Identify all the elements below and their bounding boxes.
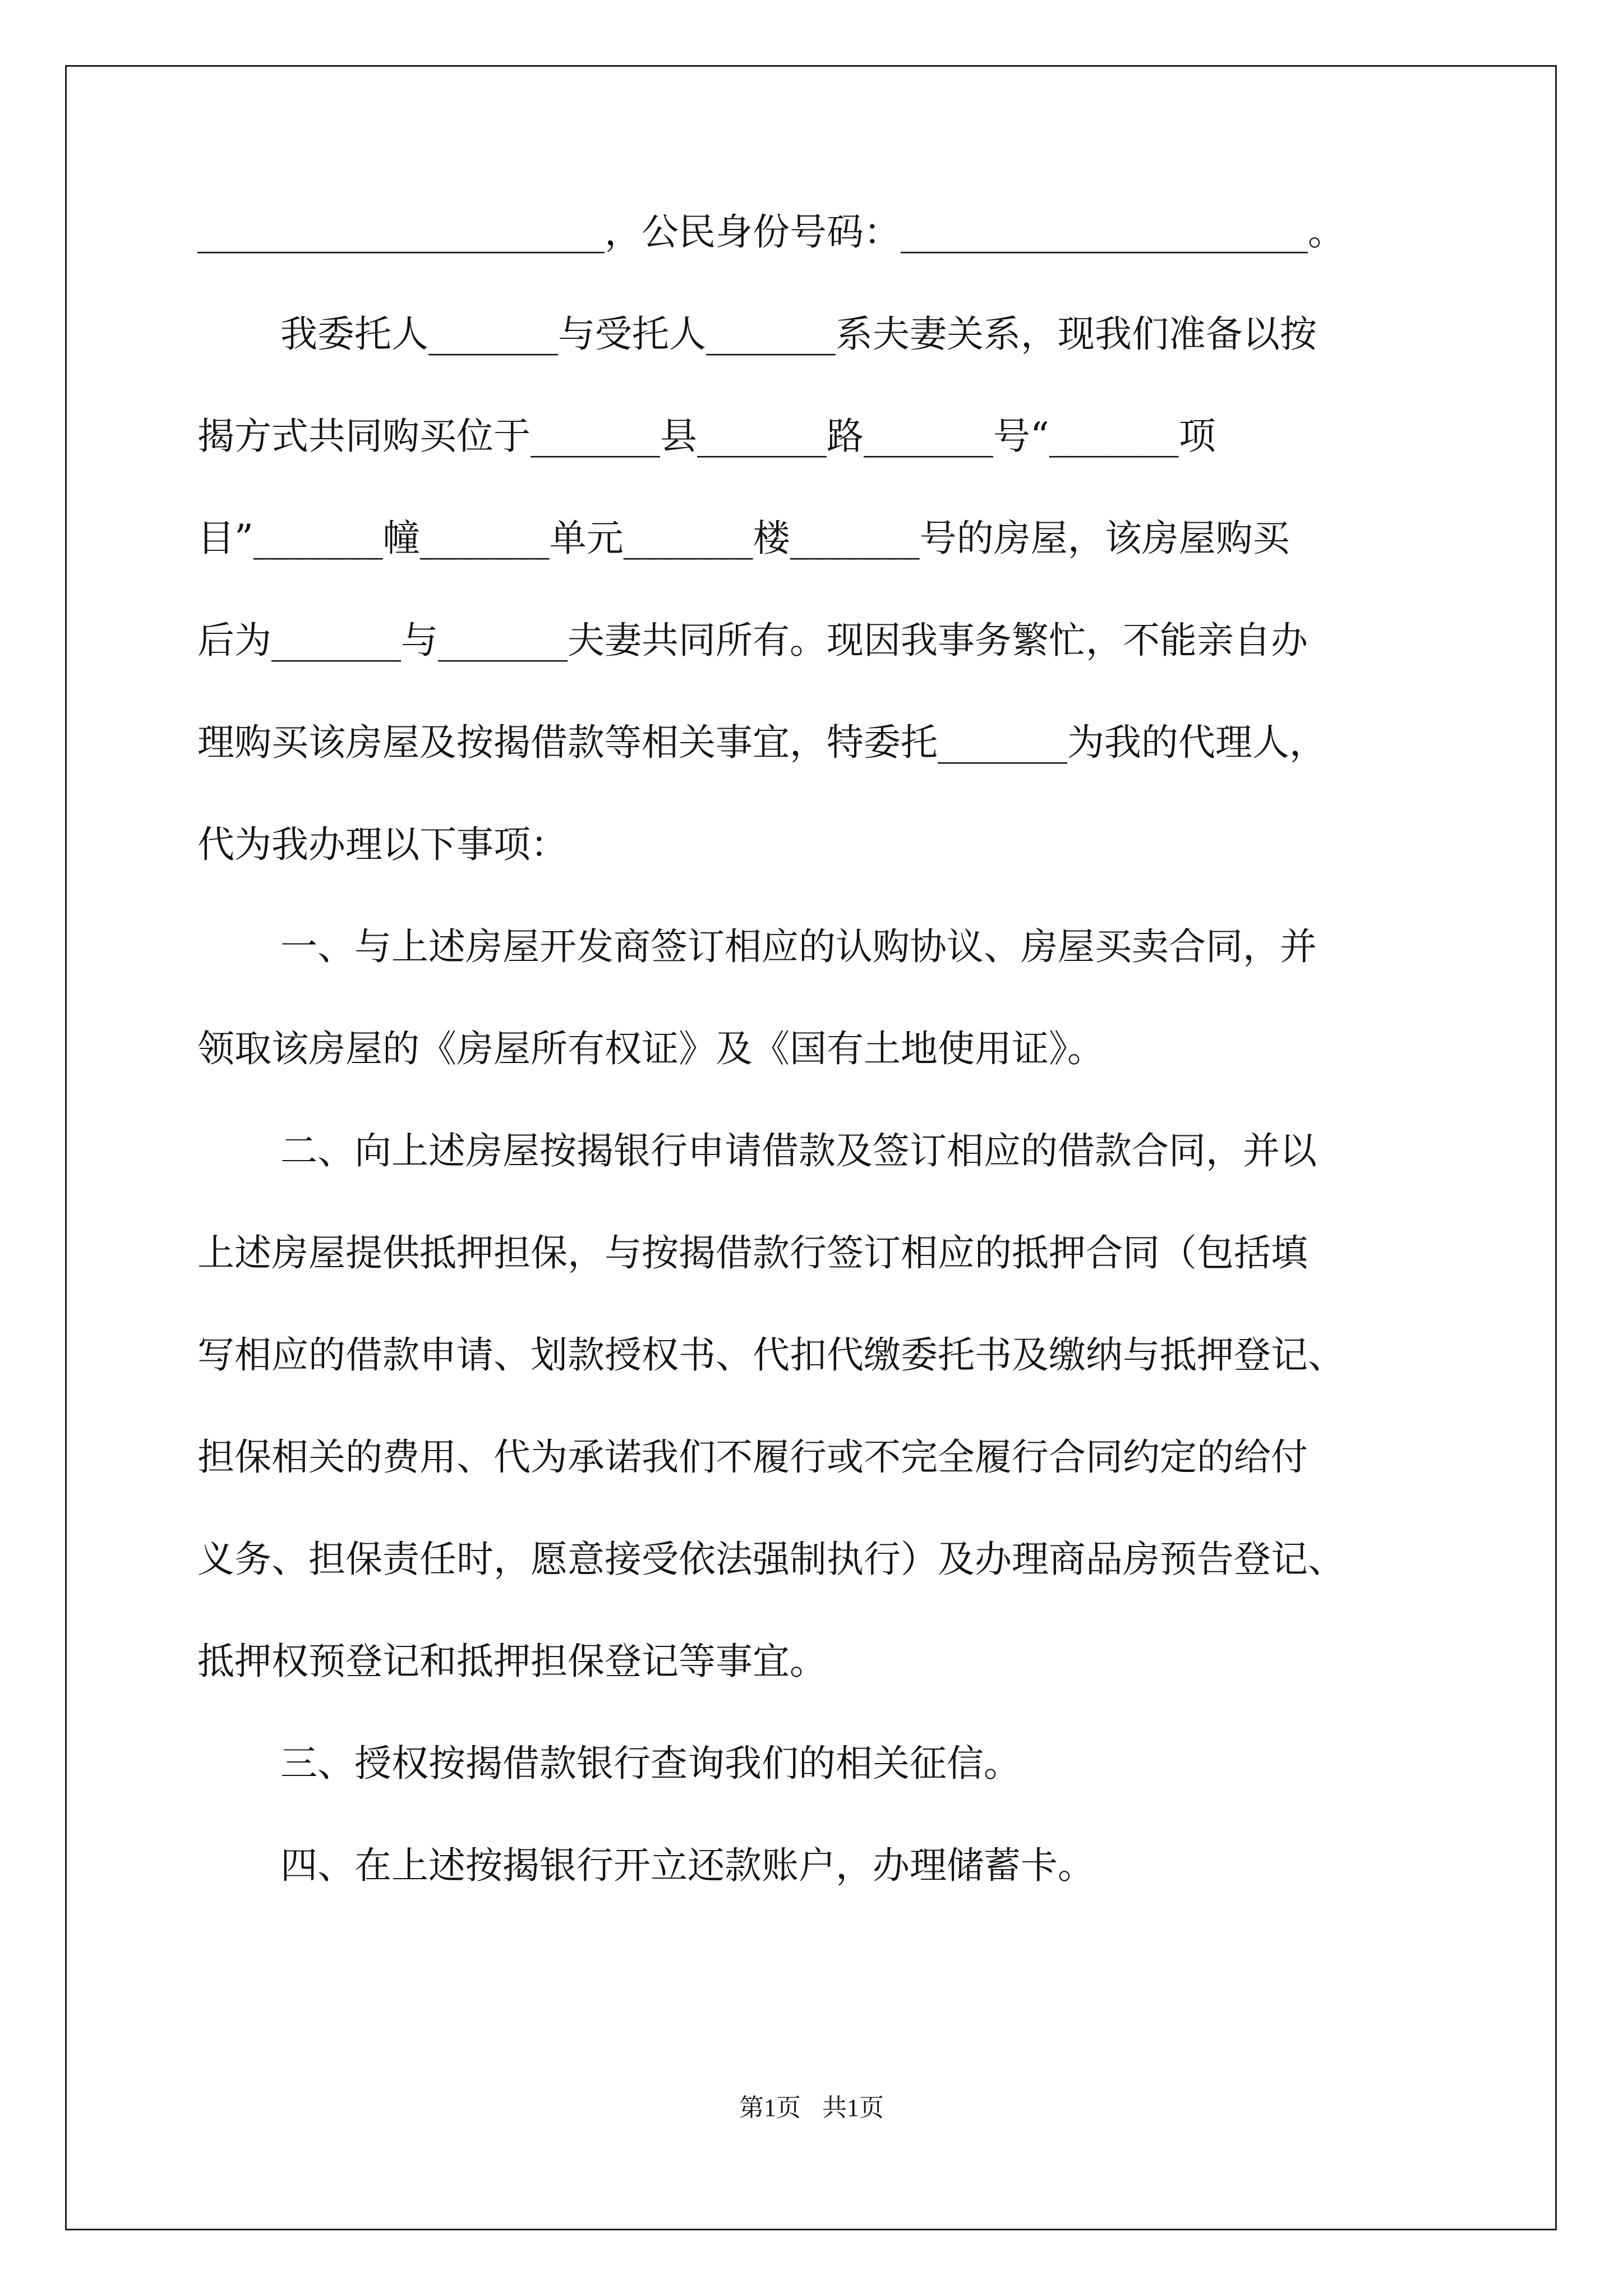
text-line: ______________________，公民身份号码：______________________。 bbox=[197, 210, 1345, 254]
page-footer bbox=[0, 2091, 1623, 2125]
page-total: 共1页 bbox=[822, 2094, 884, 2122]
text-line: 我委托人_______与受托人_______系夫妻关系，现我们准备以按 bbox=[280, 312, 1317, 356]
text-line: 理购买该房屋及按揭借款等相关事宜，特委托_______为我的代理人， bbox=[197, 721, 1326, 764]
text-line: 揭方式共同购买位于_______县_______路_______号“_______项 bbox=[197, 415, 1216, 458]
text-line: 领取该房屋的《房屋所有权证》及《国有土地使用证》。 bbox=[197, 1027, 1104, 1070]
text-line: 二、向上述房屋按揭银行申请借款及签订相应的借款合同，并以 bbox=[280, 1129, 1317, 1172]
page-number: 第1页 bbox=[739, 2094, 801, 2122]
text-line: 一、与上述房屋开发商签订相应的认购协议、房屋买卖合同，并 bbox=[280, 925, 1317, 968]
text-line: 代为我办理以下事项： bbox=[197, 823, 568, 866]
text-line: 抵押权预登记和抵押担保登记等事宜。 bbox=[197, 1640, 827, 1683]
text-line: 写相应的借款申请、划款授权书、代扣代缴委托书及缴纳与抵押登记、 bbox=[197, 1333, 1345, 1377]
text-line: 义务、担保责任时，愿意接受依法强制执行）及办理商品房预告登记、 bbox=[197, 1538, 1345, 1581]
text-line: 上述房屋提供抵押担保，与按揭借款行签订相应的抵押合同（包括填 bbox=[197, 1231, 1308, 1274]
text-line: 后为_______与_______夫妻共同所有。现因我事务繁忙，不能亲自办 bbox=[197, 619, 1308, 662]
text-line: 三、授权按揭借款银行查询我们的相关征信。 bbox=[280, 1742, 1021, 1785]
text-line: 目”_______幢_______单元_______楼_______号的房屋，该房屋购买 bbox=[197, 517, 1290, 560]
text-line: 四、在上述按揭银行开立还款账户，办理储蓄卡。 bbox=[280, 1844, 1095, 1887]
text-line: 担保相关的费用、代为承诺我们不履行或不完全履行合同约定的给付 bbox=[197, 1435, 1308, 1479]
